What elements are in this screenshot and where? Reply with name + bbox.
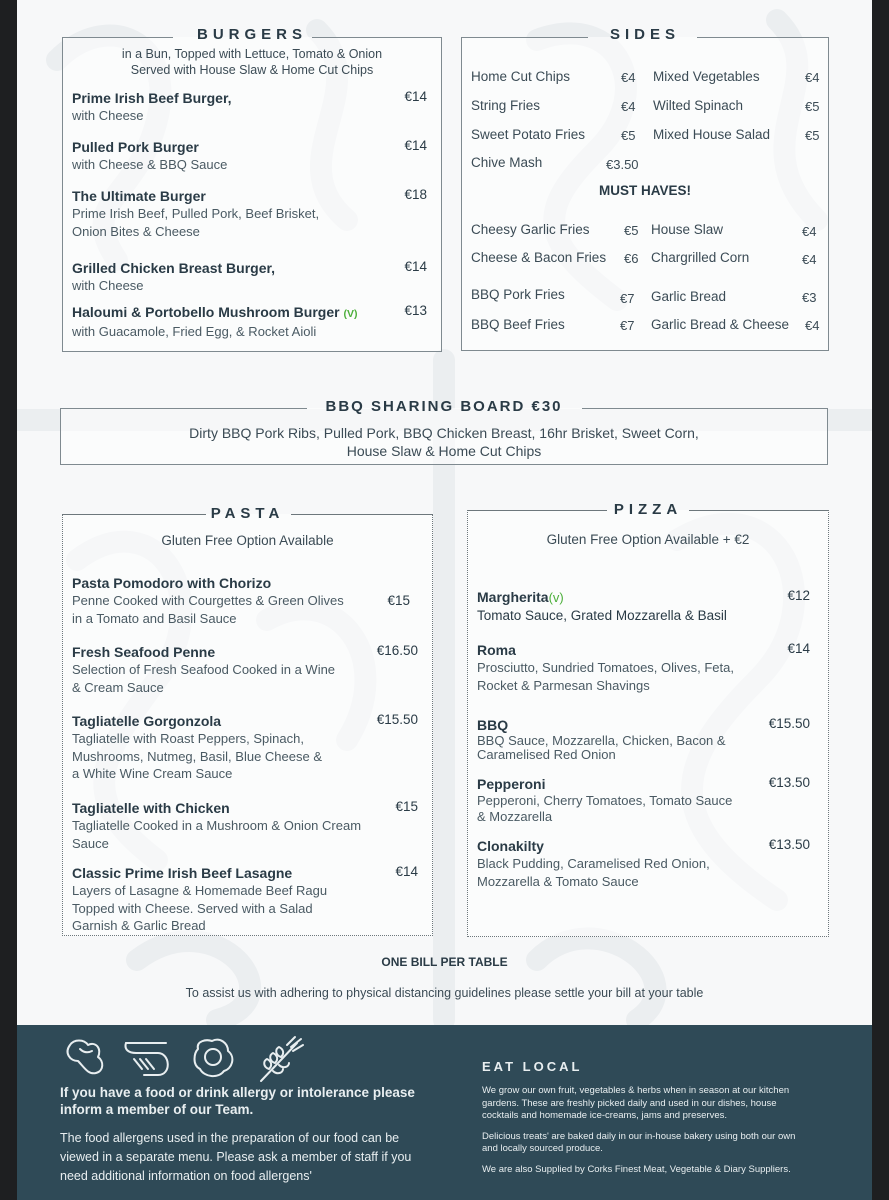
item-desc: Onion Bites & Cheese bbox=[72, 223, 200, 239]
menu-item bbox=[477, 837, 810, 890]
item-desc: Tagliatelle with Roast Peppers, Spinach, bbox=[72, 731, 304, 746]
item-desc: Black Pudding, Caramelised Red Onion, bbox=[477, 856, 710, 871]
burgers-subtitle-1: in a Bun, Topped with Lettuce, Tomato & Onion bbox=[121, 47, 383, 61]
menu-item bbox=[72, 259, 427, 295]
menu-item bbox=[72, 303, 427, 341]
burgers-subtitle-2: Served with House Slaw & Home Cut Chips bbox=[130, 63, 374, 77]
menu-item bbox=[72, 574, 418, 627]
item-price: €12 bbox=[787, 588, 810, 603]
side-price: €4 bbox=[805, 70, 820, 85]
item-price: €14 bbox=[787, 641, 810, 656]
item-desc: Topped with Cheese. Served with a Salad bbox=[72, 900, 313, 916]
vegetarian-badge: (v) bbox=[548, 590, 564, 605]
bbq-board-line-2: House Slaw & Home Cut Chips bbox=[346, 443, 542, 459]
must-haves-title: MUST HAVES! bbox=[598, 183, 691, 198]
side-name: Cheesy Garlic Fries bbox=[471, 222, 590, 237]
item-desc: in a Tomato and Basil Sauce bbox=[72, 610, 237, 626]
item-name: Haloumi & Portobello Mushroom Burger bbox=[72, 304, 340, 320]
egg-icon bbox=[195, 1040, 233, 1076]
bbq-board-title: BBQ SHARING BOARD €30 bbox=[325, 398, 563, 415]
item-price: €15.50 bbox=[768, 716, 810, 731]
item-price: €14 bbox=[404, 89, 427, 104]
menu-item bbox=[477, 588, 810, 625]
bbq-sharing-board bbox=[60, 398, 828, 465]
side-price: €4 bbox=[805, 318, 820, 333]
side-name: Garlic Bread & Cheese bbox=[651, 317, 790, 332]
side-price: €5 bbox=[624, 223, 639, 238]
allergy-text-3: need additional information on food allergens' bbox=[60, 1169, 312, 1183]
burgers-title: BURGERS bbox=[196, 26, 307, 43]
allergy-text-1: The food allergens used in the preparation of our food can be bbox=[60, 1131, 400, 1145]
side-name: Chargrilled Corn bbox=[651, 250, 750, 265]
item-desc: Penne Cooked with Courgettes & Green Olives bbox=[72, 593, 344, 608]
item-name: Roma bbox=[477, 642, 516, 658]
shrimp-icon bbox=[125, 1043, 167, 1075]
item-desc: Layers of Lasagne & Homemade Beef Ragu bbox=[72, 883, 328, 898]
pasta-subtitle: Gluten Free Option Available bbox=[161, 533, 334, 548]
item-price: €14 bbox=[404, 259, 427, 274]
item-name: Tagliatelle with Chicken bbox=[72, 800, 230, 816]
allergen-icons bbox=[62, 1035, 312, 1085]
item-desc: Caramelised Red Onion bbox=[477, 747, 616, 762]
eat-local-p2-line: Delicious treats' are baked daily in our in-house bakery using both our own bbox=[482, 1130, 796, 1142]
side-name: BBQ Beef Fries bbox=[471, 317, 565, 332]
item-name: Fresh Seafood Penne bbox=[72, 644, 216, 660]
notice-title: ONE BILL PER TABLE bbox=[381, 955, 508, 969]
pizza-section bbox=[467, 501, 829, 937]
item-price: €14 bbox=[404, 138, 427, 153]
menu-item bbox=[477, 716, 810, 762]
item-name: Tagliatelle Gorgonzola bbox=[72, 713, 222, 729]
item-desc: Prime Irish Beef, Pulled Pork, Beef Brisket, bbox=[72, 206, 320, 221]
item-desc: with Cheese bbox=[72, 108, 144, 123]
item-desc: Sauce bbox=[72, 835, 109, 851]
item-price: €15 bbox=[395, 799, 418, 814]
item-desc: with Guacamole, Fried Egg, & Rocket Aioli bbox=[72, 324, 317, 339]
item-desc: with Cheese bbox=[72, 278, 144, 293]
item-desc: a White Wine Cream Sauce bbox=[72, 766, 233, 781]
menu-item bbox=[72, 643, 418, 696]
item-name: Prime Irish Beef Burger, bbox=[72, 90, 232, 106]
sides-section bbox=[461, 26, 829, 351]
item-desc: Tagliatelle Cooked in a Mushroom & Onion Cream bbox=[72, 818, 362, 833]
side-name: Mixed House Salad bbox=[653, 127, 771, 142]
item-desc: Selection of Fresh Seafood Cooked in a Wine bbox=[72, 662, 336, 677]
item-desc: BBQ Sauce, Mozzarella, Chicken, Bacon & bbox=[477, 733, 726, 748]
item-name: The Ultimate Burger bbox=[72, 188, 206, 204]
side-name: Sweet Potato Fries bbox=[471, 127, 586, 142]
item-name: Classic Prime Irish Beef Lasagne bbox=[72, 865, 293, 881]
wheat-icon bbox=[261, 1037, 303, 1081]
menu-item bbox=[72, 138, 427, 174]
menu-item bbox=[72, 712, 418, 783]
menu-item bbox=[477, 775, 810, 825]
item-desc: Prosciutto, Sundried Tomatoes, Olives, Feta, bbox=[477, 660, 734, 675]
menu-item bbox=[477, 641, 810, 694]
menu-item bbox=[72, 864, 418, 935]
allergy-heading-2: inform a member of our Team. bbox=[60, 1102, 254, 1117]
side-price: €4 bbox=[621, 70, 636, 85]
allergy-text-2: viewed in a separate menu. Please ask a member of staff if you bbox=[60, 1150, 412, 1164]
item-name: Pasta Pomodoro with Chorizo bbox=[72, 575, 272, 591]
item-desc: Garnish & Garlic Bread bbox=[72, 918, 206, 933]
sides-title: SIDES bbox=[609, 26, 680, 43]
item-name: Pulled Pork Burger bbox=[72, 139, 199, 155]
item-price: €13.50 bbox=[768, 837, 810, 852]
side-price: €5 bbox=[805, 99, 820, 114]
item-desc: Rocket & Parmesan Shavings bbox=[477, 677, 650, 693]
eat-local-p3: We are also Supplied by Corks Finest Meat, Vegetable & Diary Suppliers. bbox=[482, 1163, 791, 1175]
menu-item bbox=[72, 799, 418, 852]
item-price: €13.50 bbox=[768, 775, 810, 790]
side-price: €7 bbox=[620, 318, 635, 333]
side-name: Wilted Spinach bbox=[653, 98, 744, 113]
side-price: €5 bbox=[621, 128, 636, 143]
side-name: BBQ Pork Fries bbox=[471, 287, 565, 302]
footer-panel bbox=[17, 1025, 872, 1200]
item-desc: Mushrooms, Nutmeg, Basil, Blue Cheese & bbox=[72, 748, 322, 764]
side-price: €3.50 bbox=[606, 157, 639, 172]
item-price: €13 bbox=[404, 303, 427, 318]
pizza-subtitle: Gluten Free Option Available + €2 bbox=[546, 532, 750, 547]
eat-local-p1-line: cocktails and homemade ice-creams, jams and preserves. bbox=[482, 1110, 727, 1121]
item-name: Margherita bbox=[477, 589, 549, 605]
item-desc: & Mozzarella bbox=[477, 809, 553, 824]
item-desc: & Cream Sauce bbox=[72, 679, 164, 695]
burgers-section bbox=[62, 26, 442, 352]
menu-item bbox=[72, 187, 427, 240]
item-name: BBQ bbox=[477, 717, 509, 733]
pasta-title: PASTA bbox=[210, 505, 285, 522]
side-price: €4 bbox=[621, 99, 636, 114]
side-name: Mixed Vegetables bbox=[653, 69, 760, 84]
bbq-board-line-1: Dirty BBQ Pork Ribs, Pulled Pork, BBQ Chicken Breast, 16hr Brisket, Sweet Corn, bbox=[189, 425, 699, 441]
side-name: Cheese & Bacon Fries bbox=[471, 250, 607, 265]
item-name: Grilled Chicken Breast Burger, bbox=[72, 260, 276, 276]
side-name: String Fries bbox=[471, 98, 541, 113]
item-price: €15.50 bbox=[376, 712, 418, 727]
eat-local-p1-line: We grow our own fruit, vegetables & herbs when in season at our kitchen bbox=[482, 1085, 790, 1096]
side-price: €4 bbox=[802, 224, 817, 239]
item-price: €15 bbox=[387, 593, 410, 608]
side-name: Chive Mash bbox=[471, 155, 543, 170]
item-desc: Tomato Sauce, Grated Mozzarella & Basil bbox=[477, 608, 727, 623]
menu-page bbox=[17, 0, 872, 1200]
eat-local-title: EAT LOCAL bbox=[482, 1059, 583, 1074]
side-price: €3 bbox=[802, 290, 817, 305]
side-price: €5 bbox=[805, 128, 820, 143]
side-name: House Slaw bbox=[651, 222, 724, 237]
side-price: €6 bbox=[624, 251, 639, 266]
item-desc: Mozzarella & Tomato Sauce bbox=[477, 873, 639, 889]
side-price: €7 bbox=[620, 291, 635, 306]
item-price: €16.50 bbox=[376, 643, 418, 658]
item-desc: Pepperoni, Cherry Tomatoes, Tomato Sauce bbox=[477, 793, 733, 808]
pizza-title: PIZZA bbox=[613, 501, 683, 518]
pasta-section bbox=[62, 505, 433, 936]
item-desc: with Cheese & BBQ Sauce bbox=[72, 157, 228, 172]
allergy-heading-1: If you have a food or drink allergy or intolerance please bbox=[60, 1085, 415, 1100]
peanut-icon bbox=[68, 1041, 103, 1074]
eat-local-p1-line: gardens. These are freshly picked daily and used in our dishes, house bbox=[482, 1097, 777, 1109]
vegetarian-badge: (V) bbox=[343, 308, 358, 320]
item-price: €18 bbox=[404, 187, 427, 202]
item-name: Clonakilty bbox=[477, 838, 544, 854]
item-name: Pepperoni bbox=[477, 776, 546, 792]
side-name: Garlic Bread bbox=[651, 289, 727, 304]
eat-local-p2-line: and locally sourced produce. bbox=[482, 1143, 603, 1154]
notice-text: To assist us with adhering to physical distancing guidelines please settle your bill at your table bbox=[185, 986, 704, 1000]
side-name: Home Cut Chips bbox=[471, 69, 571, 84]
menu-item bbox=[72, 89, 427, 125]
item-price: €14 bbox=[395, 864, 418, 879]
side-price: €4 bbox=[802, 252, 817, 267]
